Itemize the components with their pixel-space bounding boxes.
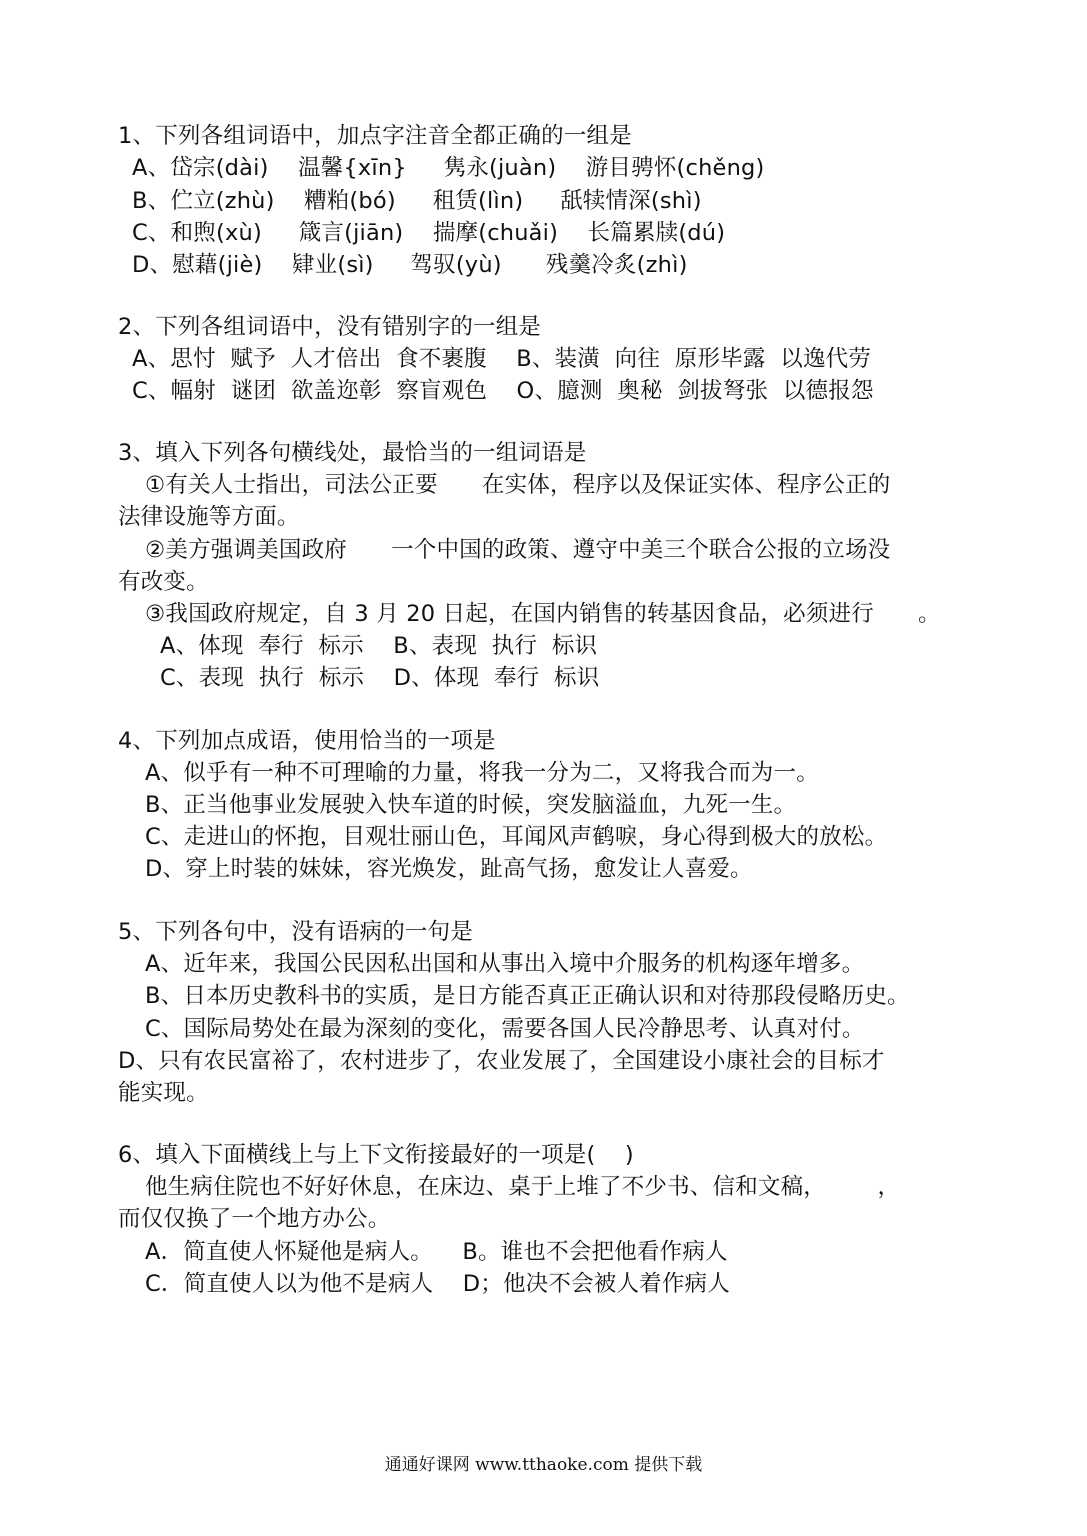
q4-option-c: C、走进山的怀抱，目观壮丽山色，耳闻风声鹤唳，身心得到极大的放松。 bbox=[145, 824, 888, 850]
q2-options-ab: A、思忖 赋予 人才倍出 食不裹腹 B、装潢 向往 原形毕露 以逸代劳 bbox=[132, 346, 872, 372]
q3-sentence-1: ①有关人士指出，司法公正要 在实体，程序以及保证实体、程序公正的 bbox=[145, 472, 891, 498]
q4-option-d: D、穿上时装的妹妹，容光焕发，趾高气扬，愈发让人喜爱。 bbox=[145, 856, 753, 882]
q1-option-a: A、岱宗(dài) 温馨{xīn} 隽永(juàn) 游目骋怀(chěng) bbox=[132, 155, 765, 181]
q2-options-cd: C、幅射 谜团 欲盖迩彰 察盲观色 O、臆测 奥秘 剑拔弩张 以德报怨 bbox=[132, 378, 874, 404]
q5-option-a: A、近年来，我国公民因私出国和从事出入境中介服务的机构逐年增多。 bbox=[145, 951, 865, 977]
q5-option-d: D、只有农民富裕了，农村进步了，农业发展了，全国建设小康社会的目标才 bbox=[118, 1048, 885, 1074]
q1-option-d: D、慰藉(jiè) 肄业(sì) 驾驭(yù) 残羹冷炙(zhì) bbox=[132, 252, 688, 278]
q1-option-c: C、和煦(xù) 箴言(jiān) 揣摩(chuǎi) 长篇累牍(dú) bbox=[132, 220, 726, 246]
q3-options-ab: A、体现 奉行 标示 B、表现 执行 标识 bbox=[160, 633, 598, 659]
q5-stem: 5、下列各句中，没有语病的一句是 bbox=[118, 919, 474, 945]
q2-stem: 2、下列各组词语中，没有错别字的一组是 bbox=[118, 314, 542, 340]
q3-sentence-3: ③我国政府规定，自 3 月 20 日起，在国内销售的转基因食品，必须进行 。 bbox=[145, 601, 941, 627]
q6-options-ab: A．简直使人怀疑他是病人。 B。谁也不会把他看作病人 bbox=[145, 1239, 728, 1265]
q3-sentence-2: ②美方强调美国政府 一个中国的政策、遵守中美三个联合公报的立场没 bbox=[145, 537, 891, 563]
q4-option-a: A、似乎有一种不可理喻的力量，将我一分为二，又将我合而为一。 bbox=[145, 760, 819, 786]
q6-passage-cont: 而仅仅换了一个地方办公。 bbox=[118, 1206, 391, 1232]
q5-option-c: C、国际局势处在最为深刻的变化，需要各国人民冷静思考、认真对付。 bbox=[145, 1016, 865, 1042]
q5-option-b: B、日本历史教科书的实质，是日方能否真正正确认识和对待那段侵略历史。 bbox=[145, 983, 910, 1009]
q5-option-d-cont: 能实现。 bbox=[118, 1080, 209, 1106]
q4-option-b: B、正当他事业发展驶入快车道的时候，突发脑溢血，九死一生。 bbox=[145, 792, 797, 818]
q6-options-cd: C．简直使人以为他不是病人 D；他决不会被人着作病人 bbox=[145, 1271, 730, 1297]
q1-stem: 1、下列各组词语中，加点字注音全都正确的一组是 bbox=[118, 123, 632, 149]
q3-options-cd: C、表现 执行 标示 D、体现 奉行 标识 bbox=[160, 665, 600, 691]
q6-passage: 他生病住院也不好好休息，在床边、桌于上堆了不少书、信和文稿， ， bbox=[145, 1174, 901, 1200]
q1-option-b: B、伫立(zhù) 糟粕(bó) 租赁(lìn) 舐犊情深(shì) bbox=[132, 188, 702, 214]
q3-sentence-2-cont: 有改变。 bbox=[118, 569, 209, 595]
page-footer: 通通好课网 www.tthaoke.com 提供下载 bbox=[384, 1455, 703, 1475]
q3-sentence-1-cont: 法律设施等方面。 bbox=[118, 504, 300, 530]
q6-stem: 6、填入下面横线上与上下文衔接最好的一项是( ) bbox=[118, 1142, 634, 1168]
q3-stem: 3、填入下列各句横线处，最恰当的一组词语是 bbox=[118, 440, 587, 466]
q4-stem: 4、下列加点成语，使用恰当的一项是 bbox=[118, 728, 496, 754]
